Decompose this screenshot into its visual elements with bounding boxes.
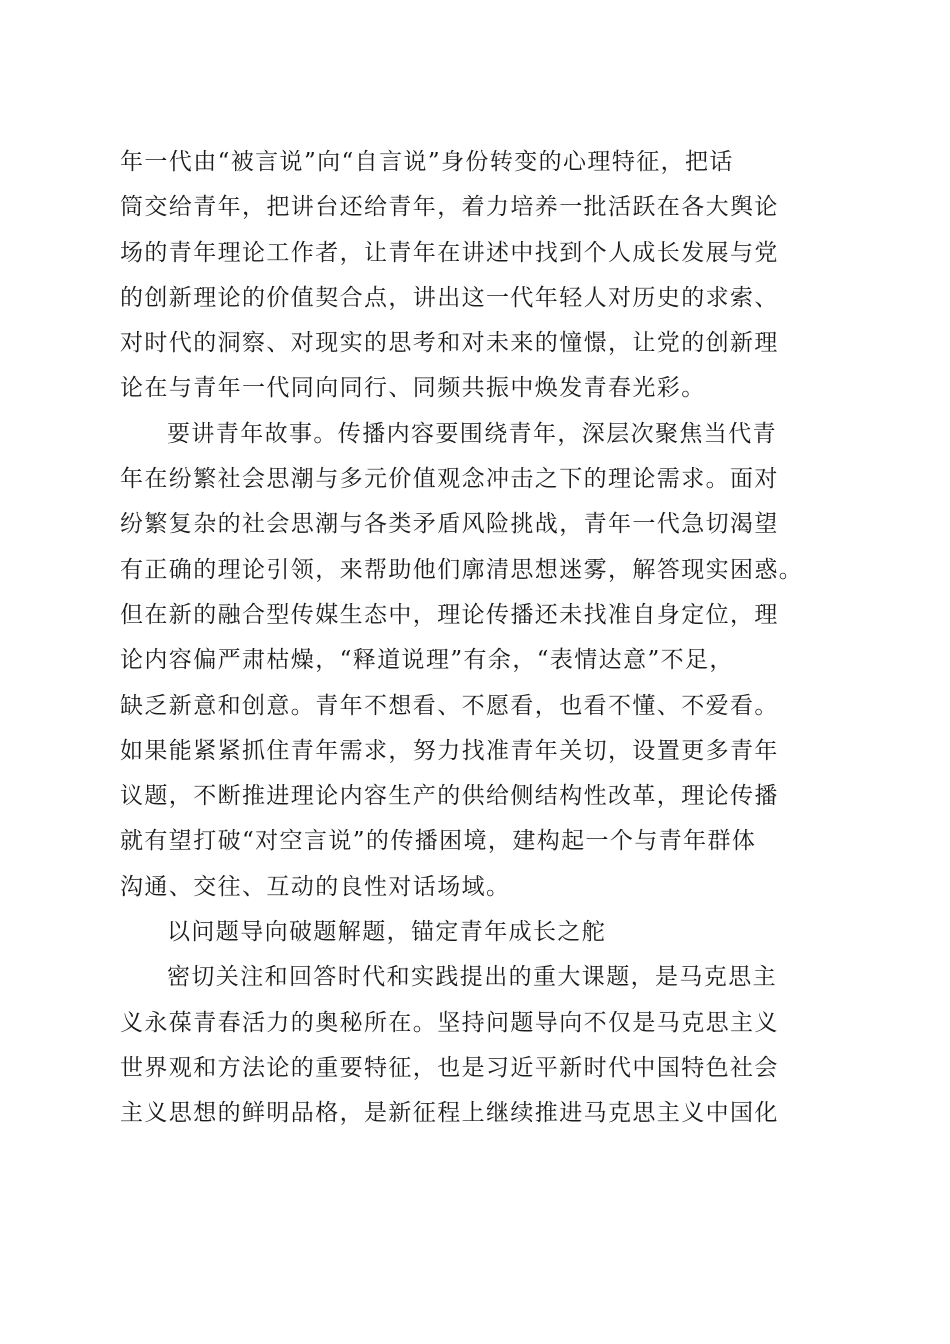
text-line: 有正确的理论引领，来帮助他们廓清思想迷雾，解答现实困惑。 <box>120 556 804 583</box>
text-line: 议题，不断推进理论内容生产的供给侧结构性改革，理论传播 <box>120 783 779 810</box>
text-line: 年在纷繁社会思潮与多元价值观念冲击之下的理论需求。面对 <box>120 466 779 493</box>
section-heading: 以问题导向破题解题，锚定青年成长之舵 <box>167 919 607 946</box>
text-line: 的创新理论的价值契合点，讲出这一代年轻人对历史的求索、 <box>120 284 779 311</box>
text-line: 义永葆青春活力的奥秘所在。坚持问题导向不仅是马克思主义 <box>120 1009 779 1036</box>
text-line: 但在新的融合型传媒生态中，理论传播还未找准自身定位，理 <box>120 601 779 628</box>
text-line: 主义思想的鲜明品格，是新征程上继续推进马克思主义中国化 <box>120 1100 779 1127</box>
paragraph-start-line: 密切关注和回答时代和实践提出的重大课题，是马克思主 <box>167 964 777 991</box>
text-line: 就有望打破“对空言说”的传播困境，建构起一个与青年群体 <box>120 828 757 855</box>
text-line: 场的青年理论工作者，让青年在讲述中找到个人成长发展与党 <box>120 239 779 266</box>
text-line: 筒交给青年，把讲台还给青年，着力培养一批活跃在各大舆论 <box>120 194 779 221</box>
text-line: 世界观和方法论的重要特征，也是习近平新时代中国特色社会 <box>120 1054 779 1081</box>
text-line: 缺乏新意和创意。青年不想看、不愿看，也看不懂、不爱看。 <box>120 692 779 719</box>
text-line: 论内容偏严肃枯燥，“释道说理”有余，“表情达意”不足， <box>120 647 734 674</box>
text-line: 如果能紧紧抓住青年需求，努力找准青年关切，设置更多青年 <box>120 737 779 764</box>
text-line: 纷繁复杂的社会思潮与各类矛盾风险挑战，青年一代急切渴望 <box>120 511 779 538</box>
paragraph-start-line: 要讲青年故事。传播内容要围绕青年，深层次聚焦当代青 <box>167 420 777 447</box>
text-line: 对时代的洞察、对现实的思考和对未来的憧憬，让党的创新理 <box>120 330 779 357</box>
text-line: 论在与青年一代同向同行、同频共振中焕发青春光彩。 <box>120 375 706 402</box>
text-line: 沟通、交往、互动的良性对话场域。 <box>120 873 511 900</box>
body-text <box>120 140 840 1137</box>
text-line: 年一代由“被言说”向“自言说”身份转变的心理特征，把话 <box>120 149 734 175</box>
